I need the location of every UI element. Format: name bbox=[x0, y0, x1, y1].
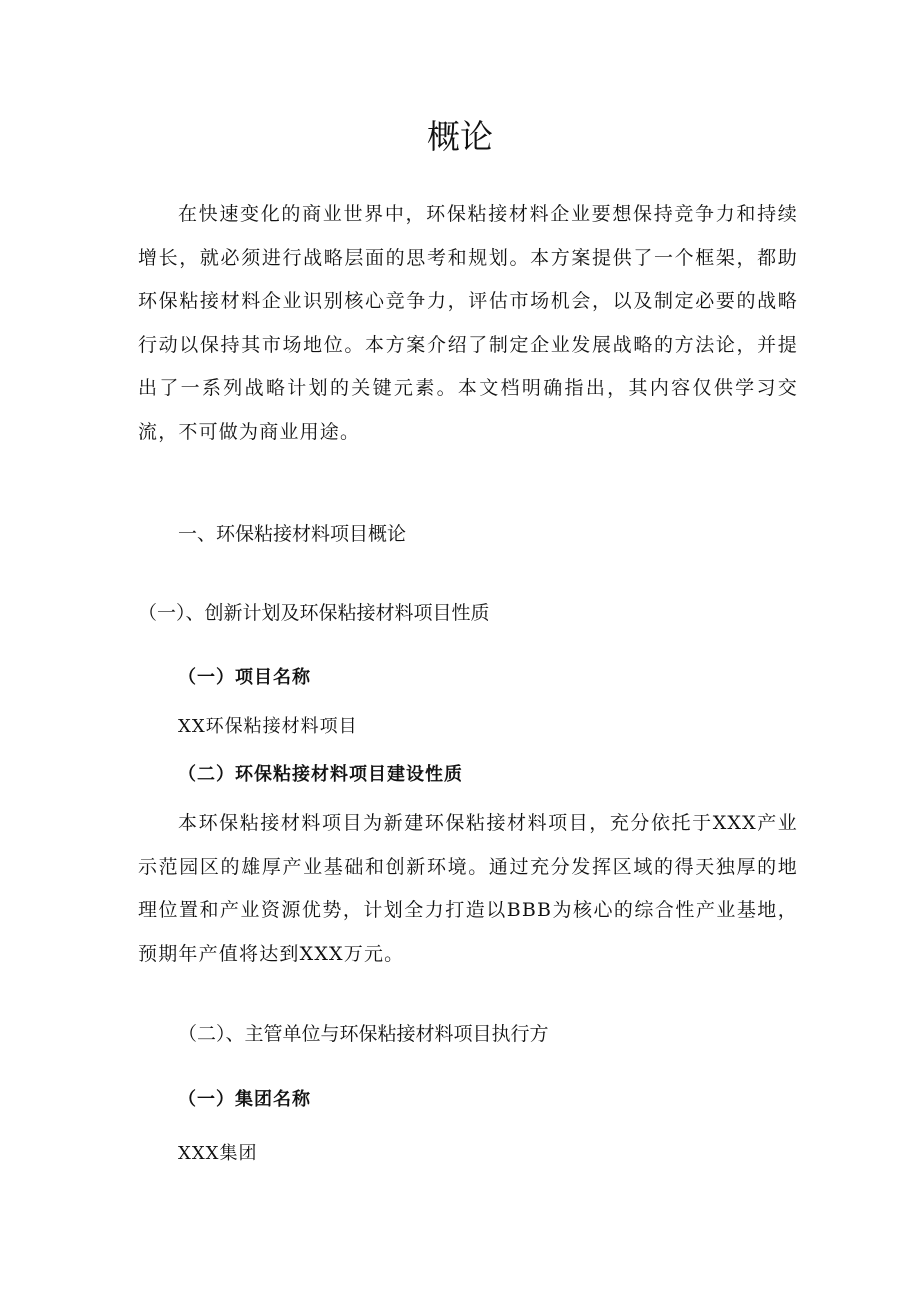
construction-nature-paragraph: 本环保粘接材料项目为新建环保粘接材料项目，充分依托于XXX产业示范园区的雄厚产业基础和创新环境。通过充分发挥区域的得天独厚的地理位置和产业资源优势，计划全力打造以BBB为核心的综合性产业基地，预期年产值将达到XXX万元。 bbox=[138, 812, 798, 965]
page-title: 概论 bbox=[427, 117, 493, 156]
item-heading-group-name: （一）集团名称 bbox=[178, 1089, 311, 1110]
intro-paragraph: 在快速变化的商业世界中，环保粘接材料企业要想保持竞争力和持续增长，就必须进行战略层面的思考和规划。本方案提供了一个框架，都助环保粘接材料企业识别核心竞争力，评估市场机会，以及制定必要的战略行动以保持其市场地位。本方案介绍了制定企业发展战略的方法论，并提出了一系列战略计划的关键元素。本文档明确指出，其内容仅供学习交流，不可做为商业用途。 bbox=[138, 203, 798, 443]
item-heading-construction-nature: （二）环保粘接材料项目建设性质 bbox=[178, 764, 463, 785]
subsection-heading-executor: （二）、主管单位与环保粘接材料项目执行方 bbox=[178, 1023, 549, 1045]
section-heading-overview: 一、环保粘接材料项目概论 bbox=[178, 523, 407, 545]
subsection-heading-innovation-plan: （一）、创新计划及环保粘接材料项目性质 bbox=[138, 602, 490, 624]
project-name-value: XX环保粘接材料项目 bbox=[178, 716, 358, 737]
group-name-value: XXX集团 bbox=[178, 1143, 258, 1164]
item-heading-project-name: （一）项目名称 bbox=[178, 667, 311, 688]
